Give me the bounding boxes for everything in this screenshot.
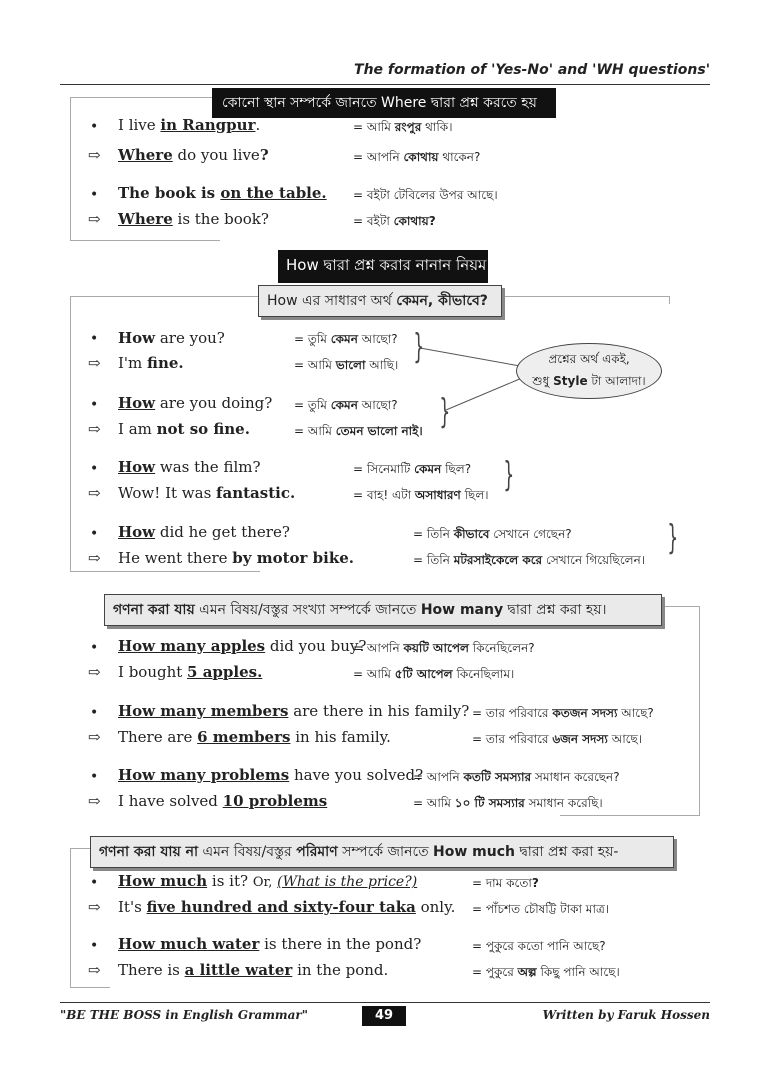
example-bn: = পাঁচশত চৌষট্টি টাকা মাত্র।: [472, 902, 610, 916]
row-marker: •: [90, 331, 99, 347]
example-bn: = আপনি কোথায় থাকেন?: [353, 150, 481, 164]
example-bn: = আমি ভালো আছি।: [294, 358, 399, 372]
row-marker: •: [90, 397, 99, 413]
example-en: How are you?: [118, 329, 225, 347]
example-en: How much water is there in the pond?: [118, 935, 422, 953]
row-marker: •: [90, 461, 99, 477]
example-en: I have solved 10 problems: [118, 792, 328, 810]
row-marker: ⇨: [88, 210, 101, 228]
example-bn: = তার পরিবারে ৬জন সদস্য আছে।: [472, 732, 643, 746]
example-en: How are you doing?: [118, 394, 273, 412]
example-bn: = পুকুরে কতো পানি আছে?: [472, 939, 606, 953]
row-marker: ⇨: [88, 354, 101, 372]
brace-icon: }: [413, 327, 425, 367]
example-en: How much is it? Or, (What is the price?): [118, 872, 418, 890]
example-en: Where is the book?: [118, 210, 269, 228]
example-bn: = তুমি কেমন আছো?: [294, 332, 398, 346]
page-header-title: The formation of 'Yes-No' and 'WH questions': [354, 62, 710, 78]
row-marker: ⇨: [88, 146, 101, 164]
example-en: I bought 5 apples.: [118, 663, 263, 681]
row-marker: ⇨: [88, 663, 101, 681]
row-marker: ⇨: [88, 420, 101, 438]
row-marker: ⇨: [88, 792, 101, 810]
brace-icon: }: [667, 518, 679, 558]
example-bn: = সিনেমাটি কেমন ছিল?: [353, 462, 472, 476]
how-subheading: How এর সাধারণ অর্থ কেমন, কীভাবে?: [258, 285, 502, 317]
row-marker: ⇨: [88, 484, 101, 502]
example-bn: = বইটা কোথায়?: [353, 214, 436, 228]
how-many-heading: গণনা করা যায় এমন বিষয়/বস্তুর সংখ্যা সম্পর্কে জানতে How many দ্বারা প্রশ্ন করা হয়।: [104, 594, 662, 626]
brace-icon: }: [503, 455, 515, 495]
example-en: It's five hundred and sixty-four taka only.: [118, 898, 456, 916]
how-much-heading: গণনা করা যায় না এমন বিষয়/বস্তুর পরিমাণ সম্পর্কে জানতে How much দ্বারা প্রশ্ন করা হয়-: [90, 836, 674, 868]
row-marker: ⇨: [88, 728, 101, 746]
example-bn: = তিনি মটরসাইকেলে করে সেখানে গিয়েছিলেন।: [413, 553, 646, 567]
example-bn: = তুমি কেমন আছো?: [294, 398, 398, 412]
example-en: How did he get there?: [118, 523, 290, 541]
example-bn: = বইটা টেবিলের উপর আছে।: [353, 188, 498, 202]
row-marker: •: [90, 640, 99, 656]
example-bn: = আমি ১০ টি সমস্যার সমাধান করেছি।: [413, 796, 603, 810]
example-bn: = আমি তেমন ভালো নাই।: [294, 424, 423, 438]
example-en: Wow! It was fantastic.: [118, 484, 296, 502]
example-en: How many problems have you solved?: [118, 766, 424, 784]
example-en: He went there by motor bike.: [118, 549, 354, 567]
example-bn: = তিনি কীভাবে সেখানে গেছেন?: [413, 527, 572, 541]
footer-rule: [60, 1002, 710, 1003]
example-en: The book is on the table.: [118, 184, 327, 202]
row-marker: ⇨: [88, 549, 101, 567]
row-marker: •: [90, 769, 99, 785]
example-en: How many apples did you buy?: [118, 637, 367, 655]
example-bn: = আপনি কয়টি আপেল কিনেছিলেন?: [353, 641, 535, 655]
row-marker: •: [90, 875, 99, 891]
footer-book-title: "BE THE BOSS in English Grammar": [60, 1008, 308, 1022]
row-marker: •: [90, 705, 99, 721]
row-marker: •: [90, 119, 99, 135]
page-number: 49: [362, 1006, 406, 1026]
example-en: How was the film?: [118, 458, 261, 476]
example-bn: = আপনি কতটি সমস্যার সমাধান করেছেন?: [413, 770, 620, 784]
example-bn: = তার পরিবারে কতজন সদস্য আছে?: [472, 706, 654, 720]
example-en: There is a little water in the pond.: [118, 961, 389, 979]
brace-icon: }: [439, 392, 451, 432]
note-oval: প্রশ্নের অর্থ একই, শুধু Style টা আলাদা।: [516, 343, 662, 399]
where-heading: কোনো স্থান সম্পর্কে জানতে Where দ্বারা প্রশ্ন করতে হয়: [212, 88, 556, 118]
example-bn: = আমি রংপুর থাকি।: [353, 120, 453, 134]
row-marker: •: [90, 938, 99, 954]
example-bn: = বাহ! এটা অসাধারণ ছিল।: [353, 488, 489, 502]
footer-author: Written by Faruk Hossen: [542, 1008, 710, 1022]
example-en: I'm fine.: [118, 354, 184, 372]
row-marker: ⇨: [88, 898, 101, 916]
example-en: I am not so fine.: [118, 420, 250, 438]
example-en: Where do you live?: [118, 146, 269, 164]
how-heading: How দ্বারা প্রশ্ন করার নানান নিয়ম: [278, 250, 488, 283]
example-en: There are 6 members in his family.: [118, 728, 391, 746]
example-en: I live in Rangpur.: [118, 116, 261, 134]
row-marker: •: [90, 526, 99, 542]
example-bn: = পুকুরে অল্প কিছু পানি আছে।: [472, 965, 620, 979]
example-en: How many members are there in his family?: [118, 702, 470, 720]
example-bn: = দাম কতো?: [472, 876, 539, 890]
row-marker: •: [90, 187, 99, 203]
example-bn: = আমি ৫টি আপেল কিনেছিলাম।: [353, 667, 515, 681]
row-marker: ⇨: [88, 961, 101, 979]
